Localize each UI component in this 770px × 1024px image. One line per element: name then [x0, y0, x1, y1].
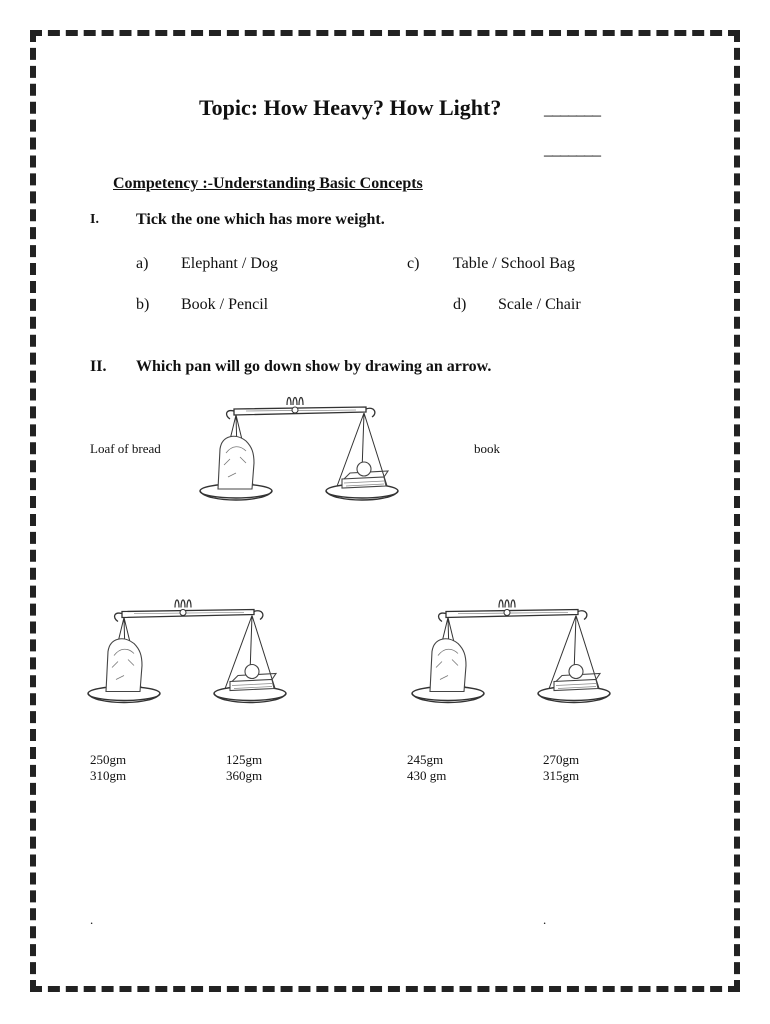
- scale-3-right-weight-1: 270gm: [543, 752, 580, 767]
- footer-dot-right: .: [543, 912, 547, 927]
- option-d-text: Scale / Chair: [498, 296, 581, 313]
- left-pan-label: Loaf of bread: [90, 441, 161, 456]
- scale-2-left-weight-1: 250gm: [90, 752, 127, 767]
- competency-heading: Competency :-Understanding Basic Concepts: [113, 175, 423, 192]
- footer-dot-left: .: [90, 912, 94, 927]
- question-2-text: Which pan will go down show by drawing an arrow.: [136, 358, 492, 375]
- scale-3-left-weight-1: 245gm: [407, 752, 444, 767]
- right-pan-label: book: [474, 441, 500, 456]
- option-a-letter: a): [136, 255, 149, 272]
- question-1-number: I.: [90, 212, 99, 227]
- book-icon: [88, 600, 286, 703]
- question-1-text: Tick the one which has more weight.: [136, 211, 385, 228]
- bread-loaf-icon: [200, 398, 398, 501]
- balance-scale-icon: [198, 393, 398, 513]
- option-b-text: Book / Pencil: [181, 296, 269, 313]
- option-b-letter: b): [136, 296, 150, 313]
- scale-2-left-weight-2: 310gm: [90, 768, 127, 783]
- scale-3-right-weight-2: 315gm: [543, 768, 580, 783]
- question-2-number: II.: [90, 358, 107, 375]
- balance-scale-icon: [86, 593, 286, 718]
- scale-3-left-weight-2: 430 gm: [407, 768, 447, 783]
- balance-scale-icon: [410, 593, 610, 718]
- answer-blank-2: _______: [544, 138, 600, 158]
- option-c-letter: c): [407, 255, 420, 272]
- scale-2-right-weight-2: 360gm: [226, 768, 263, 783]
- option-c-text: Table / School Bag: [453, 255, 575, 272]
- page-title: Topic: How Heavy? How Light?: [199, 95, 502, 120]
- answer-blank-1: _______: [544, 98, 600, 118]
- option-a-text: Elephant / Dog: [181, 255, 278, 272]
- option-d-letter: d): [453, 296, 467, 313]
- scale-2-right-weight-1: 125gm: [226, 752, 263, 767]
